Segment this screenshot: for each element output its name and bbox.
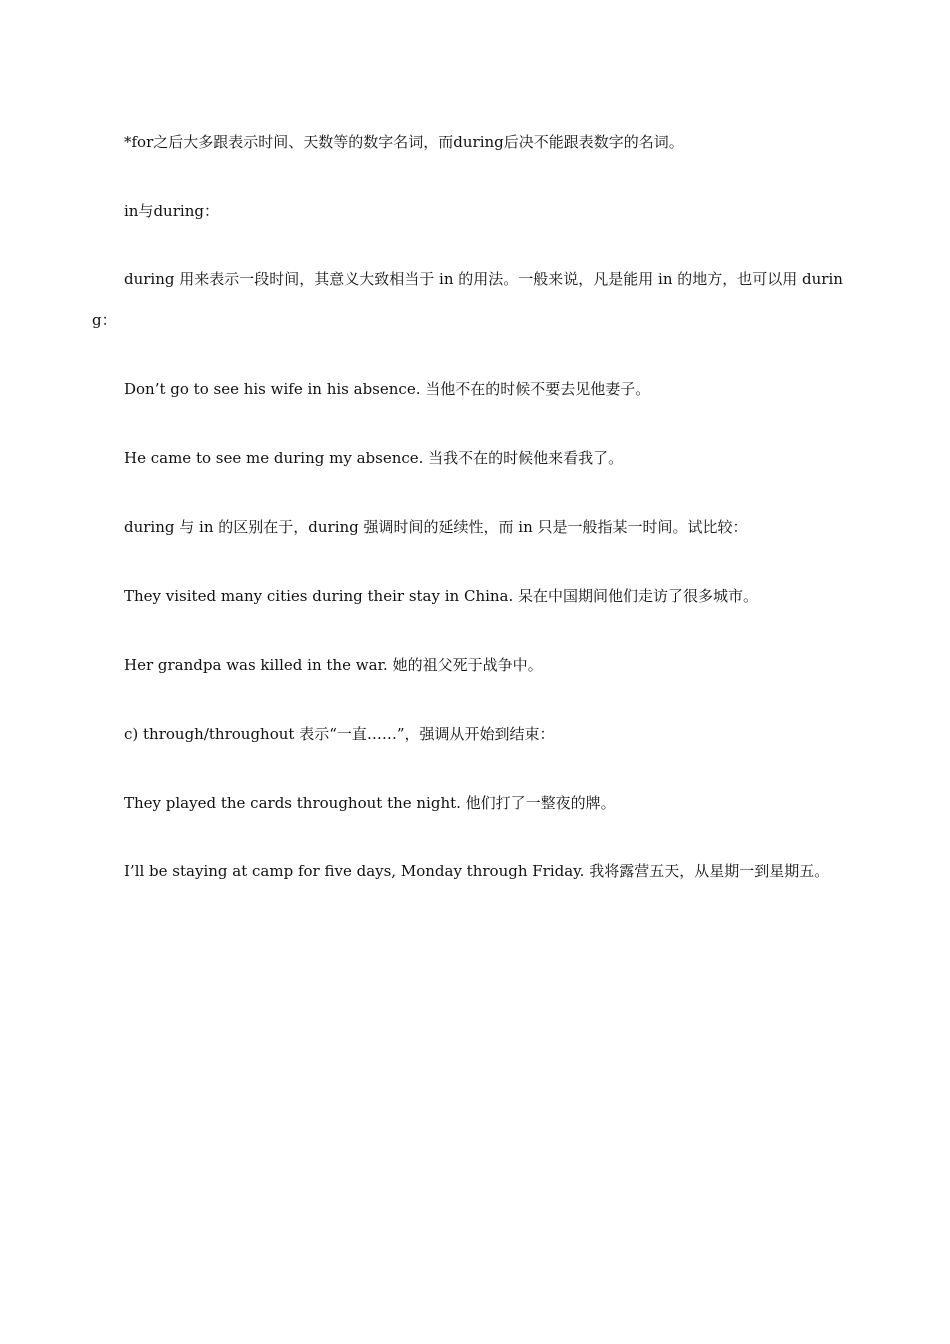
paragraph-in-during-heading: in与during：: [124, 202, 219, 220]
paragraph-example-camp: I’ll be staying at camp for five days, Monday through Friday. 我将露营五天，从星期一到星期五。: [124, 862, 830, 880]
paragraph-example-absence-2: He came to see me during my absence. 当我不在的时候他来看我了。: [124, 449, 624, 467]
paragraph-example-china: They visited many cities during their stay in China. 呆在中国期间他们走访了很多城市。: [124, 587, 759, 605]
document-body: [92, 131, 860, 929]
paragraph-example-absence-1: Don’t go to see his wife in his absence. 当他不在的时候不要去见他妻子。: [124, 380, 651, 398]
paragraph-example-cards: They played the cards throughout the night. 他们打了一整夜的牌。: [124, 794, 616, 812]
paragraph-for-note: *for之后大多跟表示时间、天数等的数字名词，而during后决不能跟表数字的名词。: [124, 133, 684, 151]
paragraph-example-war: Her grandpa was killed in the war. 她的祖父死于战争中。: [124, 656, 543, 674]
paragraph-during-meaning: during 用来表示一段时间，其意义大致相当于 in 的用法。一般来说，凡是能用 in 的地方，也可以用 during：: [92, 270, 843, 329]
paragraph-during-in-difference: during 与 in 的区别在于，during 强调时间的延续性，而 in 只是一般指某一时间。试比较：: [124, 518, 748, 536]
paragraph-through-throughout: c) through/throughout 表示“一直……”，强调从开始到结束：: [124, 725, 555, 743]
